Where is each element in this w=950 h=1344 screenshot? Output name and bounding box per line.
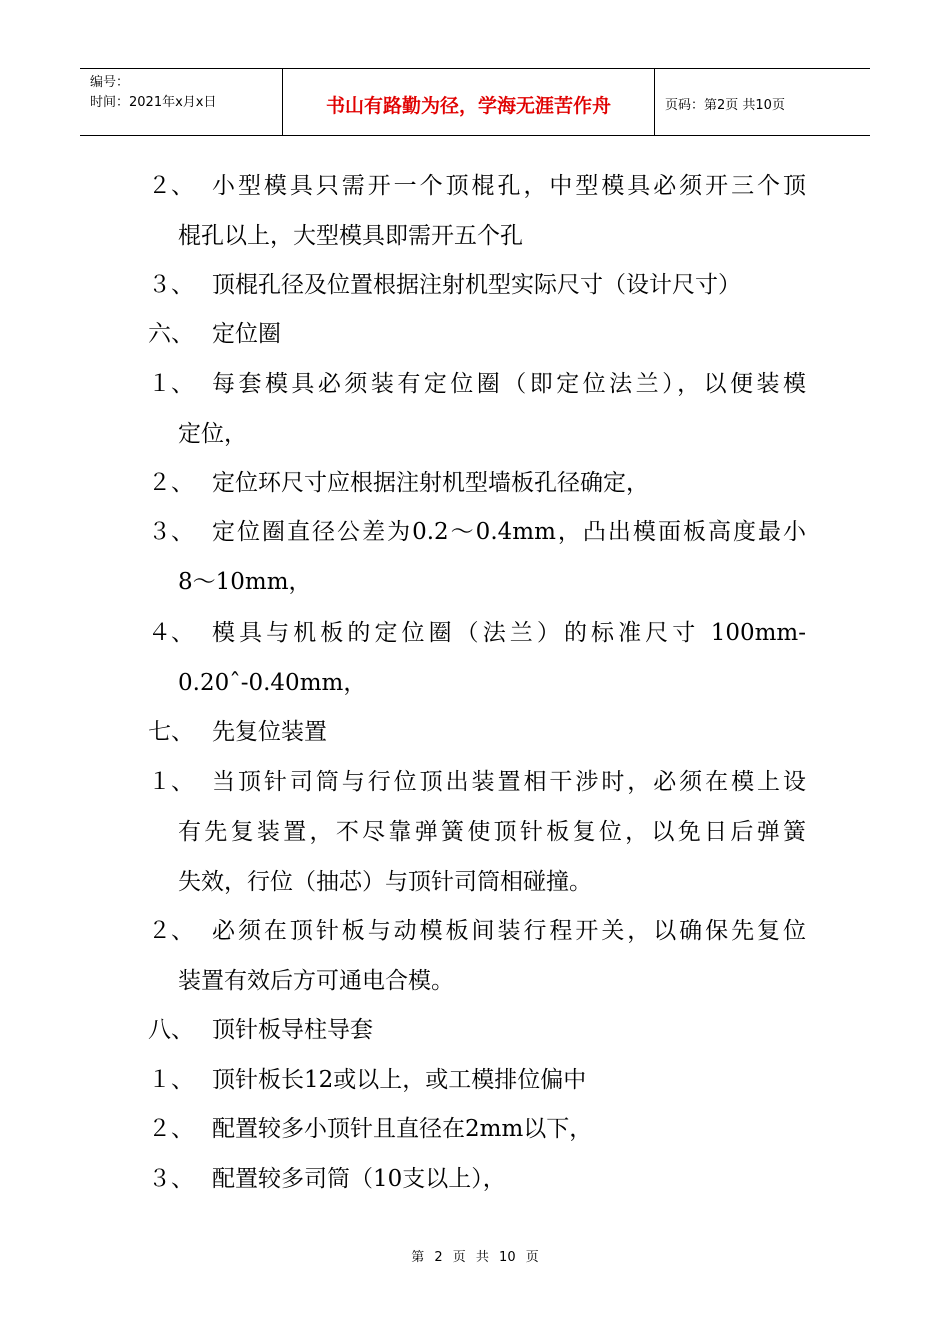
section-number: 八、 [148, 1017, 194, 1043]
item-text: 必须在顶针板与动模板间装行程开关，以确保先复位 [212, 918, 806, 944]
item-text: 顶针板长12或以上，或工模排位偏中 [212, 1067, 587, 1093]
page-footer: 第 2 页 共 10 页 [411, 1250, 539, 1265]
item-number: １、 [148, 371, 194, 397]
item-text: 顶棍孔径及位置根据注射机型实际尺寸（设计尺寸） [212, 272, 741, 298]
item-text: 定位圈直径公差为0.2～0.4mm，凸出模面板高度最小 [212, 519, 806, 545]
item-continuation: 棍孔以上，大型模具即需开五个孔 [178, 223, 523, 249]
item-text: 定位环尺寸应根据注射机型墙板孔径确定， [212, 470, 649, 496]
section-number: 七、 [148, 719, 194, 745]
item-number: ３、 [148, 1166, 194, 1192]
item-number: ２、 [148, 1116, 194, 1142]
header-page-info: 页码：第2页 共10页 [665, 97, 785, 113]
section-title: 先复位装置 [212, 719, 327, 745]
item-number: ４、 [148, 620, 194, 646]
item-continuation: 失效，行位（抽芯）与顶针司筒相碰撞。 [178, 869, 592, 895]
item-continuation: 0.20ˆ-0.40mm， [178, 670, 367, 696]
section-title: 定位圈 [212, 321, 281, 347]
item-number: ３、 [148, 519, 194, 545]
item-text: 配置较多小顶针且直径在2mm以下， [212, 1116, 593, 1142]
page-header [80, 68, 870, 136]
item-number: １、 [148, 769, 194, 795]
item-number: ３、 [148, 272, 194, 298]
header-motto: 书山有路勤为径，学海无涯苦作舟 [283, 69, 655, 135]
item-continuation: 装置有效后方可通电合模。 [178, 968, 454, 994]
item-text: 配置较多司筒（10支以上）， [212, 1166, 506, 1192]
item-continuation: 定位， [178, 421, 247, 447]
item-number: ２、 [148, 918, 194, 944]
item-text: 小型模具只需开一个顶棍孔，中型模具必须开三个顶 [212, 173, 806, 199]
item-number: １、 [148, 1067, 194, 1093]
item-continuation: 8～10mm， [178, 569, 312, 595]
doc-date-label: 时间：2021年x月x日 [90, 95, 217, 110]
item-number: ２、 [148, 173, 194, 199]
section-number: 六、 [148, 321, 194, 347]
item-text: 模具与机板的定位圈（法兰）的标准尺寸 100mm- [212, 620, 806, 646]
item-text: 当顶针司筒与行位顶出装置相干涉时，必须在模上设 [212, 769, 806, 795]
item-continuation: 有先复装置，不尽靠弹簧使顶针板复位，以免日后弹簧 [178, 819, 806, 845]
item-text: 每套模具必须装有定位圈（即定位法兰），以便装模 [212, 371, 806, 397]
doc-code-label: 编号： [90, 75, 130, 90]
item-number: ２、 [148, 470, 194, 496]
header-meta [80, 69, 283, 135]
section-title: 顶针板导柱导套 [212, 1017, 373, 1043]
